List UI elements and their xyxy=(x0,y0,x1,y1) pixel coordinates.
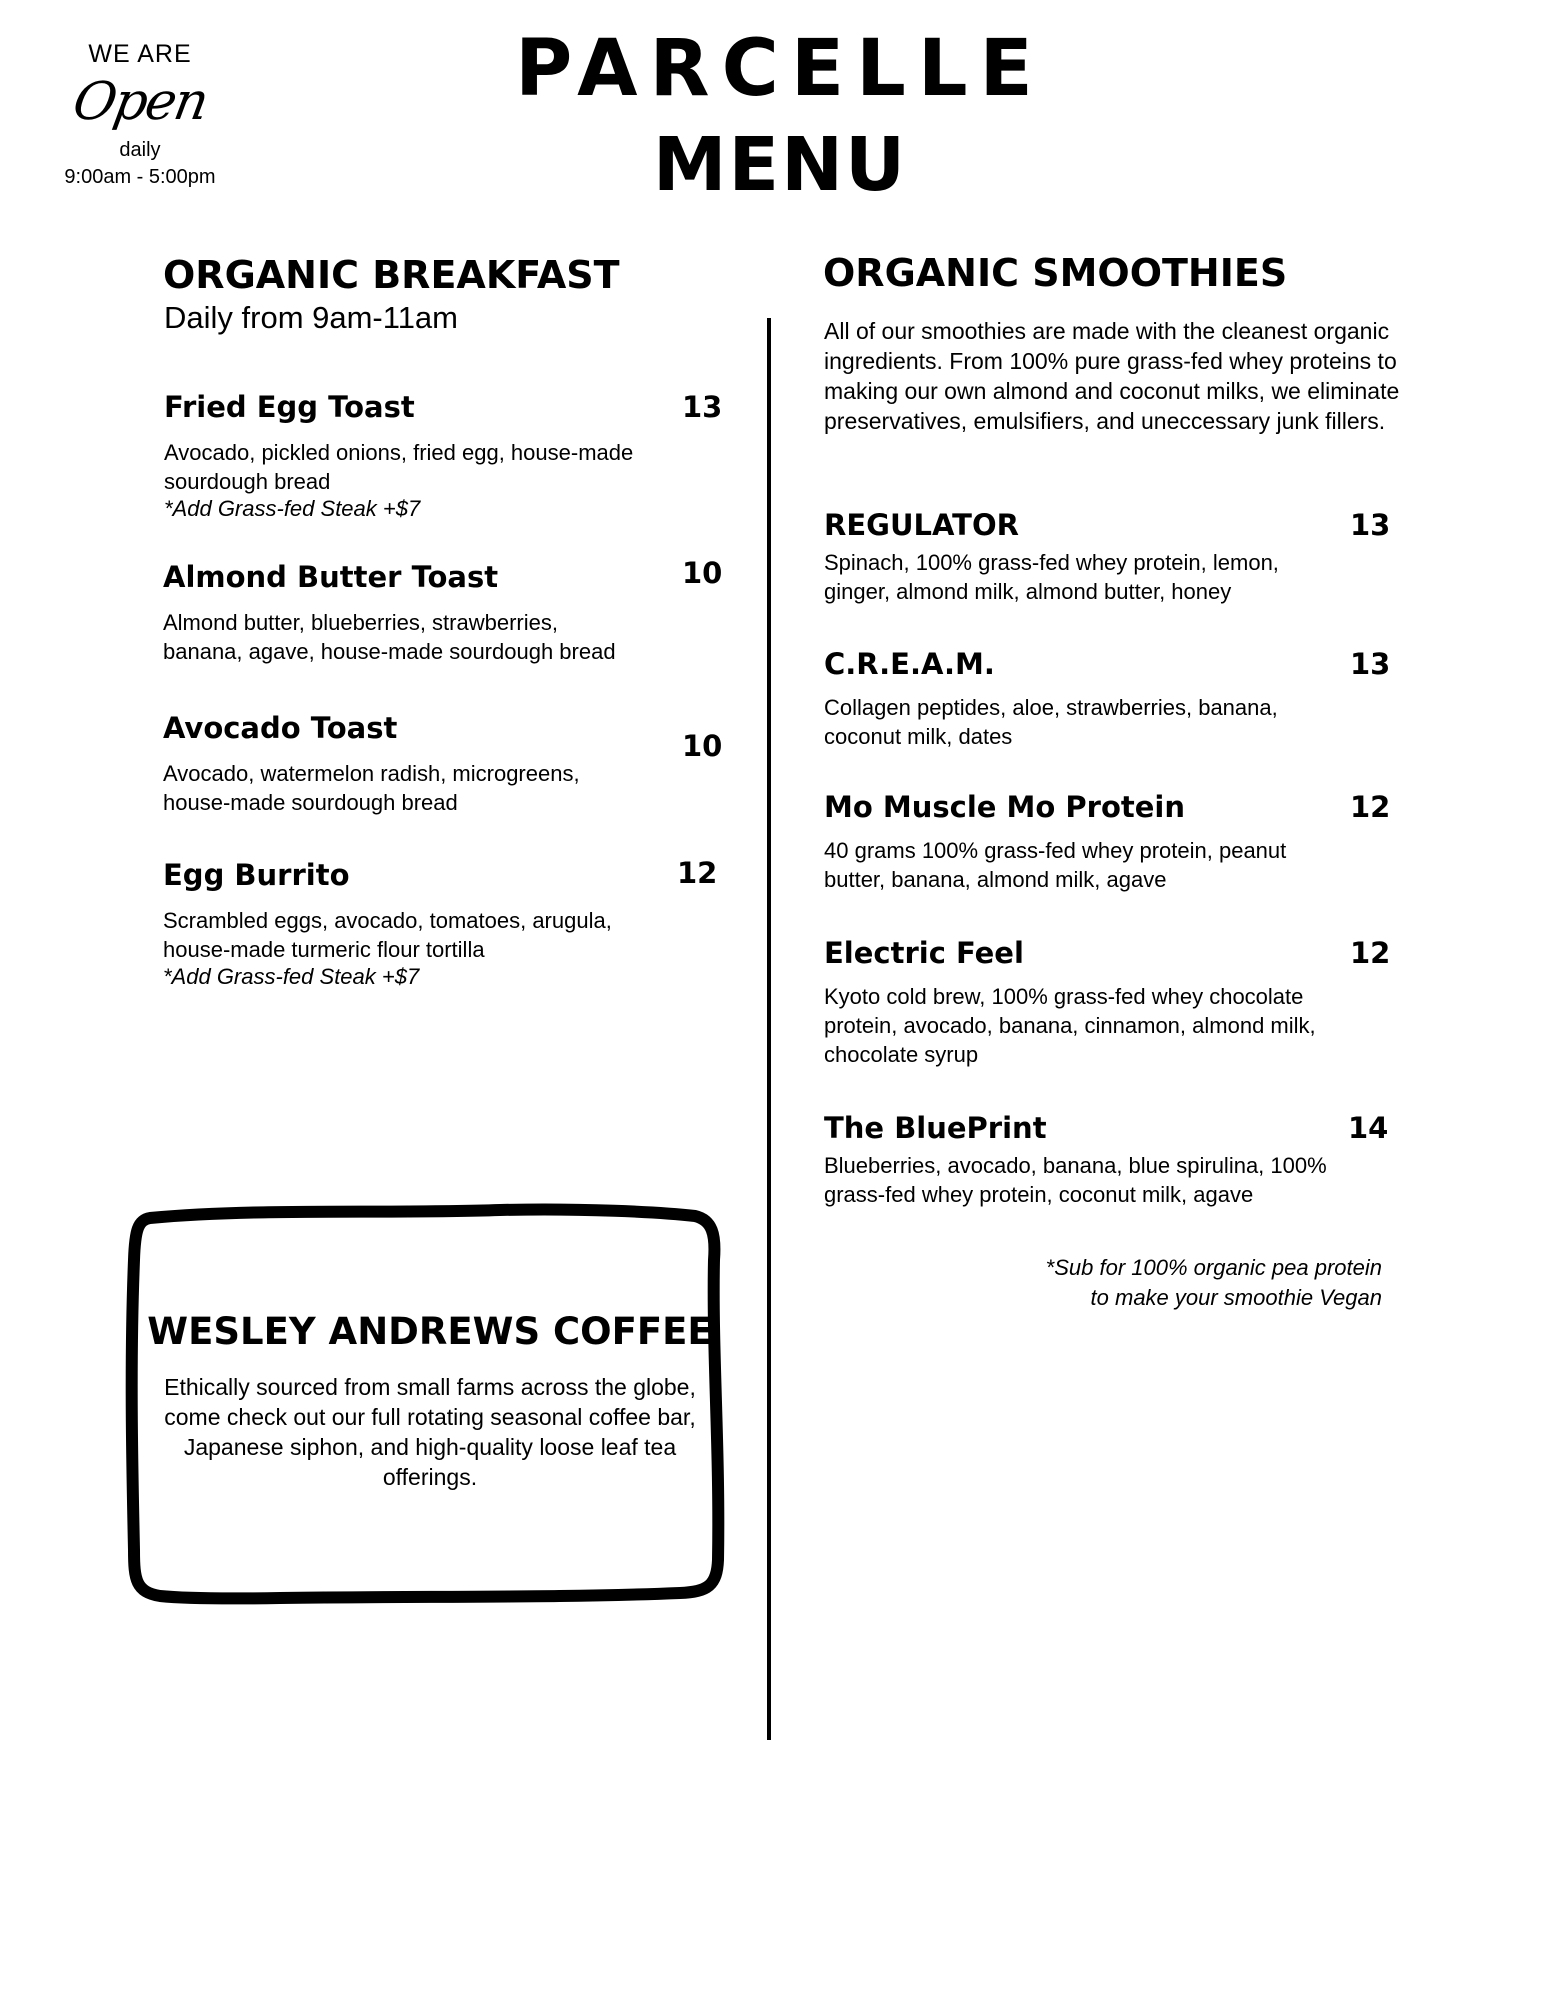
brand-header xyxy=(400,24,1160,210)
item-price: 13 xyxy=(682,390,723,424)
item-price: 13 xyxy=(1350,647,1391,681)
smoothies-intro: All of our smoothies are made with the cleanest organic ingredients. From 100% pure grass-fed whey proteins to making our own almond and coconut milks, we eliminate preservatives, emulsifiers, and uneccessary junk fillers. xyxy=(824,318,1400,434)
coffee-card xyxy=(120,1200,740,1610)
item-name: Fried Egg Toast xyxy=(164,390,415,424)
item-name: C.R.E.A.M. xyxy=(824,647,995,681)
breakfast-title: ORGANIC BREAKFAST xyxy=(163,253,620,297)
item-description: Avocado, watermelon radish, microgreens, house-made sourdough bread xyxy=(163,761,580,815)
page-title: MENU xyxy=(652,122,908,208)
item-name: Mo Muscle Mo Protein xyxy=(824,790,1186,824)
item-note: *Add Grass-fed Steak +$7 xyxy=(163,964,420,989)
item-description: Scrambled eggs, avocado, tomatoes, arugula, house-made turmeric flour tortilla xyxy=(163,908,612,962)
item-name: Avocado Toast xyxy=(163,711,398,745)
daily-label: daily xyxy=(119,139,161,161)
item-description: Spinach, 100% grass-fed whey protein, lemon, ginger, almond milk, almond butter, honey xyxy=(824,550,1279,604)
item-description: 40 grams 100% grass-fed whey protein, peanut butter, banana, almond milk, agave xyxy=(824,838,1287,892)
open-script: Open xyxy=(68,72,212,132)
item-name: Egg Burrito xyxy=(163,858,350,892)
item-price: 12 xyxy=(677,856,718,890)
item-price: 12 xyxy=(1350,936,1391,970)
item-description: Blueberries, avocado, banana, blue spirulina, 100% grass-fed whey protein, coconut milk, agave xyxy=(824,1153,1327,1207)
item-description: Avocado, pickled onions, fried egg, house-made sourdough bread xyxy=(164,440,634,494)
item-note: *Add Grass-fed Steak +$7 xyxy=(164,496,421,521)
smoothies-title: ORGANIC SMOOTHIES xyxy=(823,251,1288,295)
vegan-note-line-2: to make your smoothie Vegan xyxy=(1090,1285,1382,1310)
item-price: 10 xyxy=(682,556,723,590)
item-name: REGULATOR xyxy=(824,508,1019,542)
item-price: 14 xyxy=(1348,1111,1389,1145)
vegan-note-line-1: *Sub for 100% organic pea protein xyxy=(1045,1255,1382,1280)
we-are-label: WE ARE xyxy=(88,40,192,68)
opening-hours xyxy=(40,40,240,189)
brand-logo: PARCELLE xyxy=(515,24,1045,114)
item-name: Electric Feel xyxy=(824,936,1024,970)
coffee-title: WESLEY ANDREWS COFFEE xyxy=(147,1310,713,1353)
item-price: 10 xyxy=(682,729,723,763)
breakfast-subtitle: Daily from 9am-11am xyxy=(164,300,459,335)
vegan-note xyxy=(900,1253,1382,1313)
item-description: Kyoto cold brew, 100% grass-fed whey chocolate protein, avocado, banana, cinnamon, almond milk, chocolate syrup xyxy=(824,984,1316,1067)
coffee-description: Ethically sourced from small farms across the globe, come check out our full rotating seasonal coffee bar, Japanese siphon, and high-quality loose leaf tea offerings. xyxy=(164,1374,696,1490)
column-divider xyxy=(767,318,771,1740)
item-price: 13 xyxy=(1350,508,1391,542)
item-price: 12 xyxy=(1350,790,1391,824)
hours-time: 9:00am - 5:00pm xyxy=(64,166,216,188)
item-name: The BluePrint xyxy=(824,1111,1047,1145)
item-description: Collagen peptides, aloe, strawberries, banana, coconut milk, dates xyxy=(824,695,1278,749)
item-name: Almond Butter Toast xyxy=(163,560,499,594)
item-description: Almond butter, blueberries, strawberries, banana, agave, house-made sourdough bread xyxy=(163,610,616,664)
